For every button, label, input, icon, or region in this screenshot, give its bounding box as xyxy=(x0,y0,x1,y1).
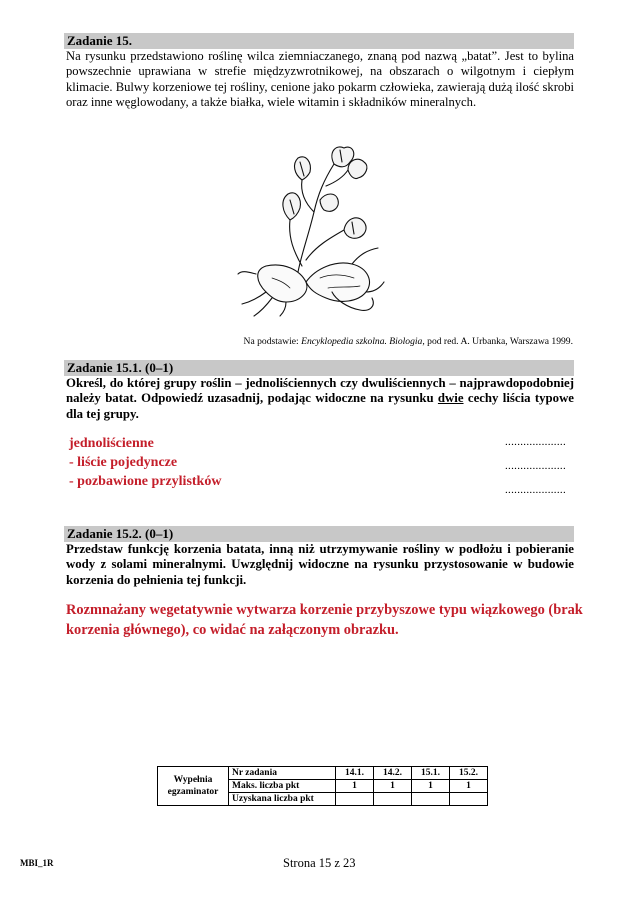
task15-intro: Na rysunku przedstawiono roślinę wilca ziemniaczanego, znaną pod nazwą „batat”. Jest to bylina powszechnie uprawiana w strefie międzyzwrotnikowej, na obszarach o wilgotnym i ciepłym klimacie. Bulwy korzeniowe tej rośliny, cenione jako pokarm człowieka, zawierają dużą ilość skrobi oraz inne węglowodany, a także białka, wiele witamin i składników mineralnych. xyxy=(66,49,574,110)
task15-1-question-part2: cechy liścia typowe dla tej grupy. xyxy=(66,391,574,421)
answer-dots-2: .................... xyxy=(505,460,566,472)
answer-line-1: jednoliścienne xyxy=(69,436,154,451)
task15-2-header: Zadanie 15.2. (0–1) xyxy=(64,526,574,542)
caption-suffix: , pod red. A. Urbanka, Warszawa 1999. xyxy=(422,336,573,347)
answer-line-2: - liście pojedyncze xyxy=(69,455,178,470)
max-points-cell: 1 xyxy=(412,780,450,793)
task15-1-question xyxy=(66,376,574,422)
answer-dots-3: .................... xyxy=(505,484,566,496)
fill-label: Wypełnia egzaminator xyxy=(158,767,229,806)
task15-2-answer: Rozmnażany wegetatywnie wytwarza korzenie przybyszowe typu wiązkowego (brak korzenia głównego), co widać na załączonym obrazku. xyxy=(66,602,583,638)
sweet-potato-illustration xyxy=(236,142,386,318)
score-table xyxy=(157,766,488,806)
task-number-cell: 15.1. xyxy=(412,767,450,780)
task15-header: Zadanie 15. xyxy=(64,33,574,49)
obtained-points-cell[interactable] xyxy=(412,793,450,806)
caption-prefix: Na podstawie: xyxy=(243,336,302,347)
row-obtained-points-label: Uzyskana liczba pkt xyxy=(229,793,336,806)
max-points-cell: 1 xyxy=(450,780,488,793)
max-points-cell: 1 xyxy=(374,780,412,793)
answer-line-3: - pozbawione przylistków xyxy=(69,474,222,489)
task15-1-question-underlined: dwie xyxy=(437,391,464,406)
answer-dots-1: .................... xyxy=(505,436,566,448)
exam-code: MBI_1R xyxy=(20,858,54,868)
task-number-cell: 15.2. xyxy=(450,767,488,780)
row-task-numbers-label: Nr zadania xyxy=(229,767,336,780)
caption-title: Encyklopedia szkolna. Biologia xyxy=(301,336,423,347)
illustration-caption xyxy=(244,336,573,347)
task15-1-question-part1: Określ, do której grupy roślin – jednoliściennych czy dwuliściennych – najprawdopodobniej należy batat. Odpowiedź uzasadnij, podając widoczne na rysunku xyxy=(66,376,574,406)
obtained-points-cell[interactable] xyxy=(336,793,374,806)
task-number-cell: 14.1. xyxy=(336,767,374,780)
task15-2-question: Przedstaw funkcję korzenia batata, inną niż utrzymywanie rośliny w podłożu i pobieranie wody z solami mineralnymi. Uwzględnij widoczne na rysunku przystosowanie w budowie korzenia do pełnienia tej funkcji. xyxy=(66,542,574,587)
obtained-points-cell[interactable] xyxy=(450,793,488,806)
task-number-cell: 14.2. xyxy=(374,767,412,780)
max-points-cell: 1 xyxy=(336,780,374,793)
row-max-points-label: Maks. liczba pkt xyxy=(229,780,336,793)
page-number: Strona 15 z 23 xyxy=(283,856,356,870)
task15-1-header: Zadanie 15.1. (0–1) xyxy=(64,360,574,376)
obtained-points-cell[interactable] xyxy=(374,793,412,806)
